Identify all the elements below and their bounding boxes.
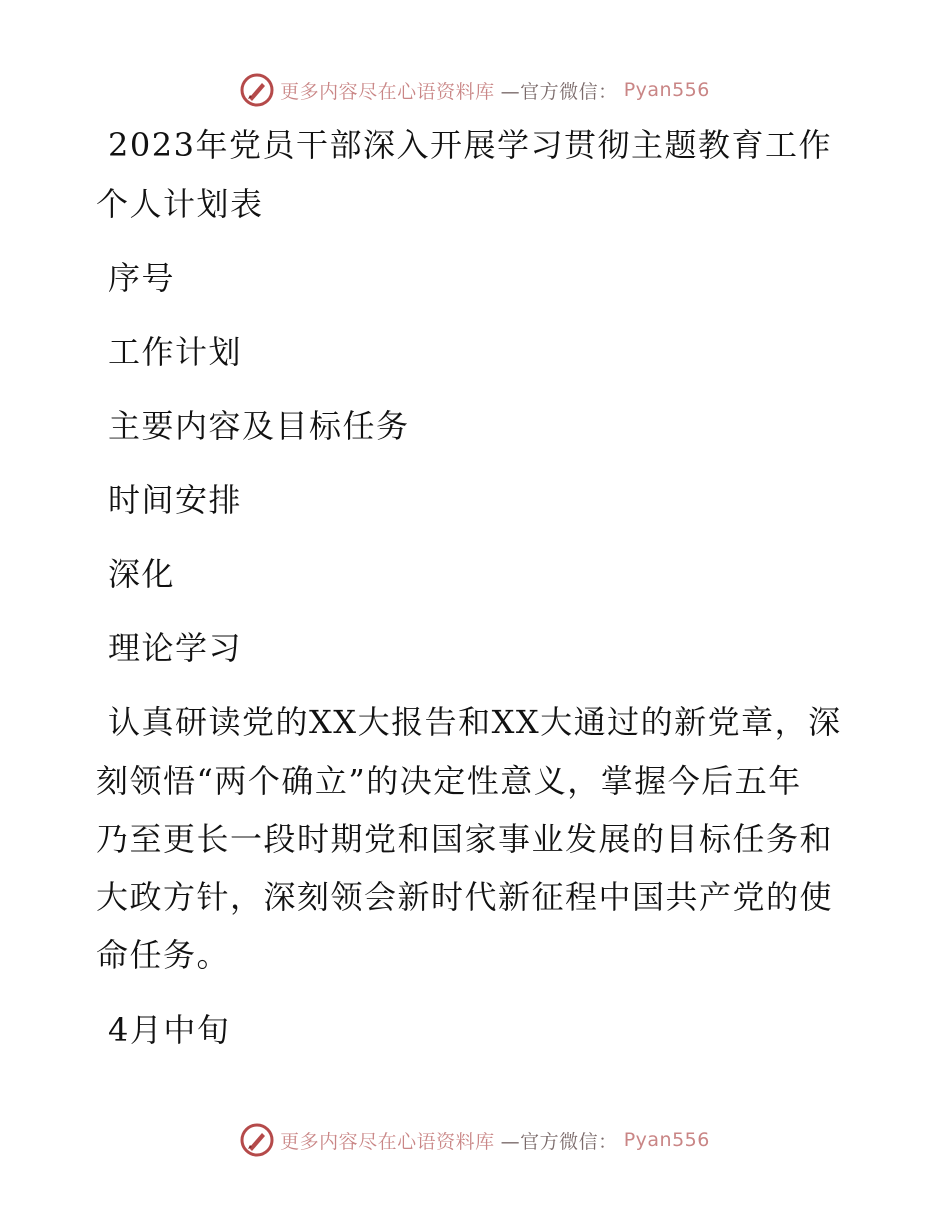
pen-logo-icon [240,1123,274,1157]
pen-logo-icon [240,73,274,107]
paragraph-line-5: 命任务。 [96,936,231,974]
watermark-text: 更多内容尽在心语资料库 [280,1130,495,1153]
watermark-id: Pyan556 [623,79,710,101]
paragraph-line-3: 乃至更长一段时期党和国家事业发展的目标任务和 [96,820,834,858]
document-title-line-1: 2023年党员干部深入开展学习贯彻主题教育工作 [108,126,832,164]
watermark-separator: —官方微信： [500,1130,618,1153]
watermark-text: 更多内容尽在心语资料库 [280,80,495,103]
paragraph-line-4: 大政方针，深刻领会新时代新征程中国共产党的使 [96,878,834,916]
time-schedule-value: 4月中旬 [108,1011,231,1049]
header-schedule: 时间安排 [108,481,243,519]
header-serial-number: 序号 [108,259,176,297]
watermark-id: Pyan556 [623,1129,710,1151]
header-content-goals: 主要内容及目标任务 [108,407,410,445]
row-item-deepen: 深化 [108,555,176,593]
watermark-top [0,70,950,110]
document-title-line-2: 个人计划表 [96,185,264,223]
header-work-plan: 工作计划 [108,333,243,371]
row-item-theory-study: 理论学习 [108,629,243,667]
watermark-bottom [0,1120,950,1160]
watermark-separator: —官方微信： [500,80,618,103]
paragraph-line-1: 认真研读党的XX大报告和XX大通过的新党章，深 [108,703,842,741]
paragraph-line-2: 刻领悟“两个确立”的决定性意义，掌握今后五年 [96,762,802,800]
